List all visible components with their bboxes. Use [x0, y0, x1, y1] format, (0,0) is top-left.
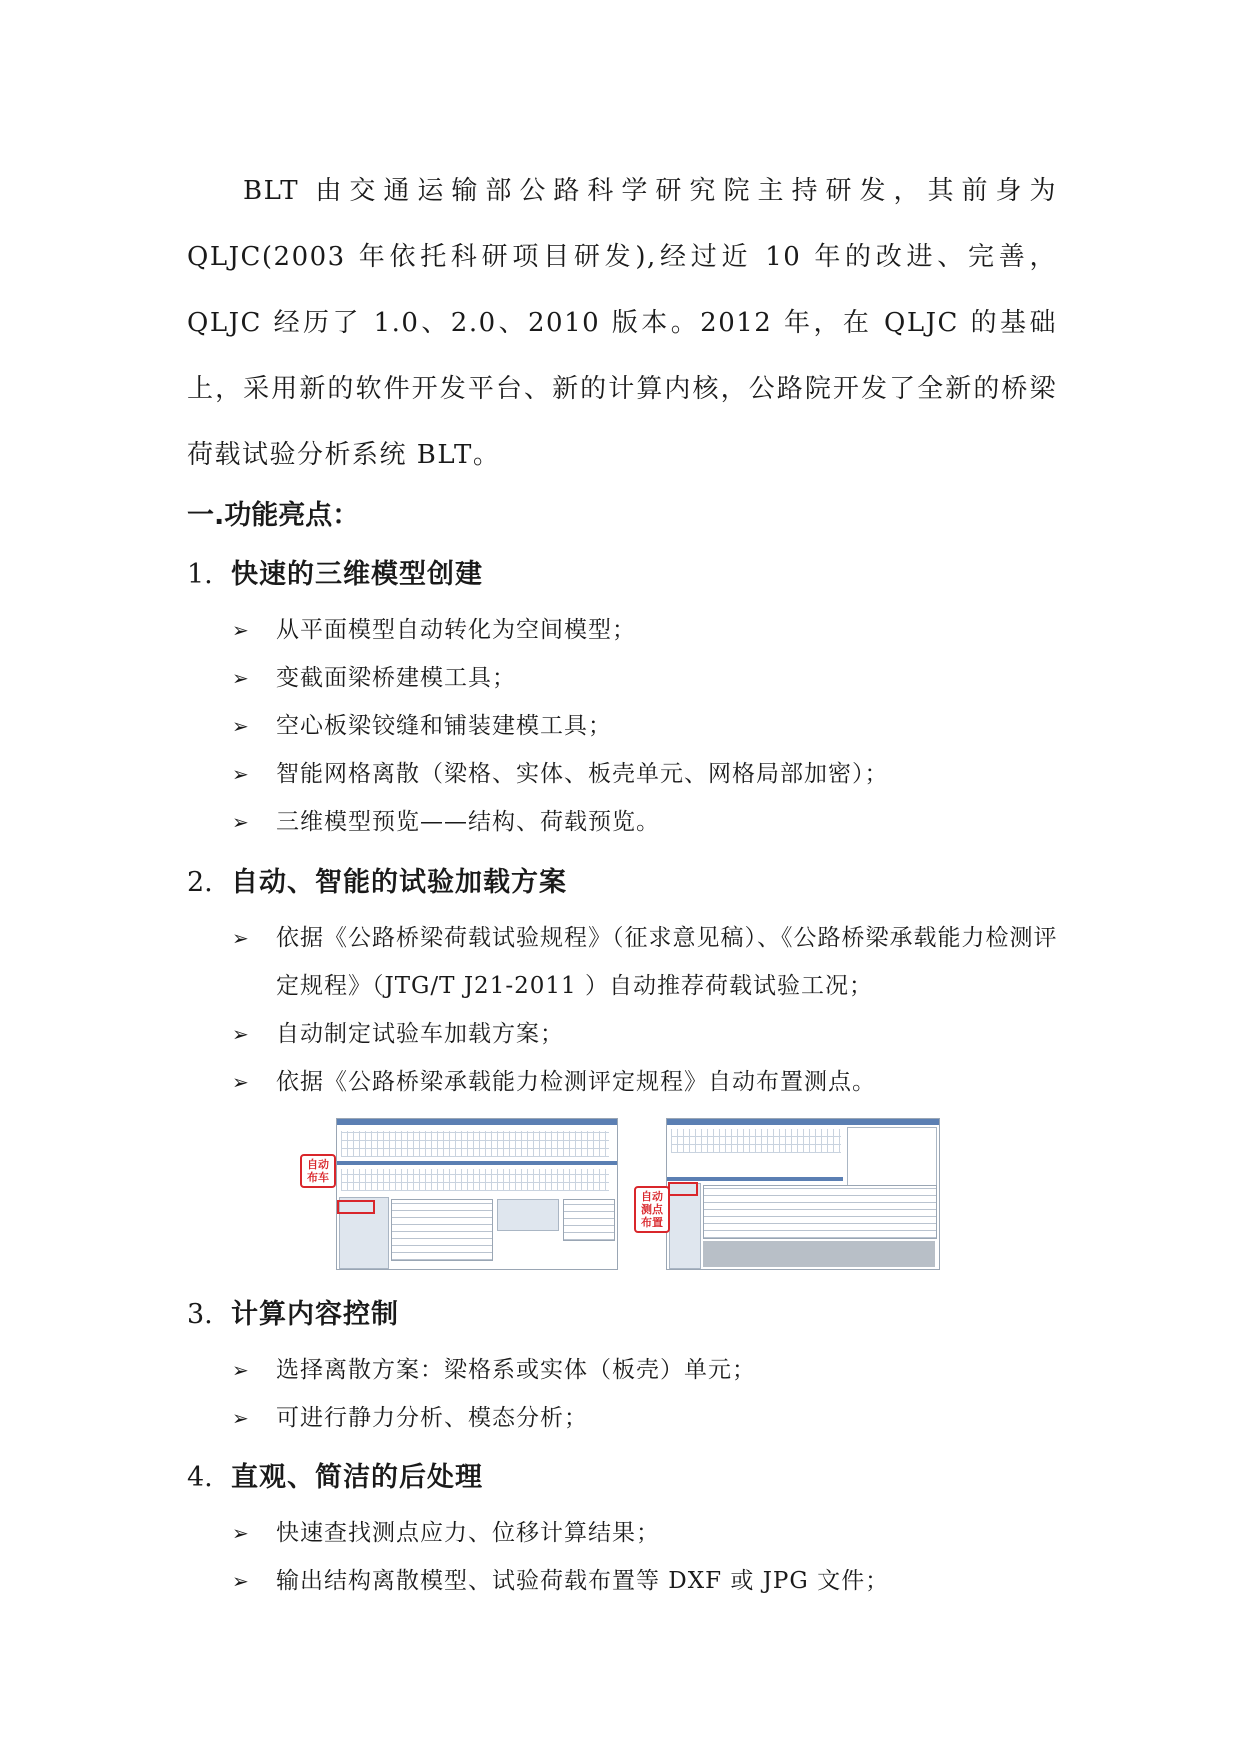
list-item: ➢ 依据《公路桥梁荷载试验规程》（征求意见稿）、《公路桥梁承载能力检测评定规程》（JTG/T J21-2011 ）自动推荐荷载试验工况； — [232, 914, 1062, 1010]
list-item: ➢ 快速查找测点应力、位移计算结果； — [232, 1509, 1062, 1557]
list-item: ➢ 依据《公路桥梁承载能力检测评定规程》自动布置测点。 — [232, 1058, 1062, 1106]
feature-3-heading — [187, 1292, 399, 1331]
arrow-bullet-icon: ➢ — [232, 926, 250, 950]
arrow-bullet-icon: ➢ — [232, 1569, 250, 1593]
auto-measure-point-screenshot — [666, 1118, 940, 1270]
list-item: ➢ 输出结构离散模型、试验荷载布置等 DXF 或 JPG 文件； — [232, 1557, 1062, 1605]
arrow-bullet-icon: ➢ — [232, 1358, 250, 1382]
feature-number: 3. — [187, 1299, 213, 1330]
list-item: ➢ 变截面梁桥建模工具； — [232, 654, 1062, 702]
feature-title: 计算内容控制 — [231, 1299, 399, 1330]
arrow-bullet-icon: ➢ — [232, 1521, 250, 1545]
feature-1-heading — [187, 552, 483, 591]
feature-2-list — [232, 914, 1062, 1106]
intro-paragraph — [187, 158, 1057, 488]
arrow-bullet-icon: ➢ — [232, 810, 250, 834]
list-item: ➢ 智能网格离散（梁格、实体、板壳单元、网格局部加密）； — [232, 750, 1062, 798]
feature-2-heading — [187, 860, 567, 899]
list-item: ➢ 自动制定试验车加载方案； — [232, 1010, 1062, 1058]
list-item: ➢ 可进行静力分析、模态分析； — [232, 1394, 1062, 1442]
feature-title: 快速的三维模型创建 — [231, 559, 483, 590]
feature-4-list — [232, 1509, 1062, 1605]
feature-number: 4. — [187, 1462, 213, 1493]
feature-1-list — [232, 606, 1062, 846]
highlight-box — [668, 1182, 698, 1196]
feature-3-list — [232, 1346, 1062, 1442]
arrow-bullet-icon: ➢ — [232, 714, 250, 738]
arrow-bullet-icon: ➢ — [232, 1070, 250, 1094]
list-item: ➢ 选择离散方案：梁格系或实体（板壳）单元； — [232, 1346, 1062, 1394]
feature-title: 自动、智能的试验加载方案 — [231, 867, 567, 898]
list-item: ➢ 从平面模型自动转化为空间模型； — [232, 606, 1062, 654]
feature-4-heading — [187, 1455, 483, 1494]
feature-number: 1. — [187, 559, 213, 590]
callout-auto-vehicle: 自动 布车 — [300, 1154, 336, 1188]
feature-title: 直观、简洁的后处理 — [231, 1462, 483, 1493]
highlight-box — [337, 1200, 375, 1214]
list-item: ➢ 空心板梁铰缝和铺装建模工具； — [232, 702, 1062, 750]
auto-vehicle-layout-screenshot — [336, 1118, 618, 1270]
intro-text: BLT 由交通运输部公路科学研究院主持研发，其前身为QLJC(2003 年依托科研项目研发),经过近 10 年的改进、完善，QLJC 经历了 1.0、2.0、2010 版本。2012 年，在 QLJC 的基础上，采用新的软件开发平台、新的计算内核，公路院开发了全新的桥梁荷载试验分析系统 BLT。 — [187, 176, 1057, 470]
arrow-bullet-icon: ➢ — [232, 1022, 250, 1046]
arrow-bullet-icon: ➢ — [232, 666, 250, 690]
software-screenshots — [0, 1118, 1241, 1278]
callout-auto-measure-point: 自动 测点 布置 — [634, 1186, 670, 1233]
arrow-bullet-icon: ➢ — [232, 762, 250, 786]
list-item: ➢ 三维模型预览——结构、荷载预览。 — [232, 798, 1062, 846]
arrow-bullet-icon: ➢ — [232, 1406, 250, 1430]
arrow-bullet-icon: ➢ — [232, 618, 250, 642]
section-title: 一.功能亮点： — [187, 500, 360, 531]
feature-number: 2. — [187, 867, 213, 898]
